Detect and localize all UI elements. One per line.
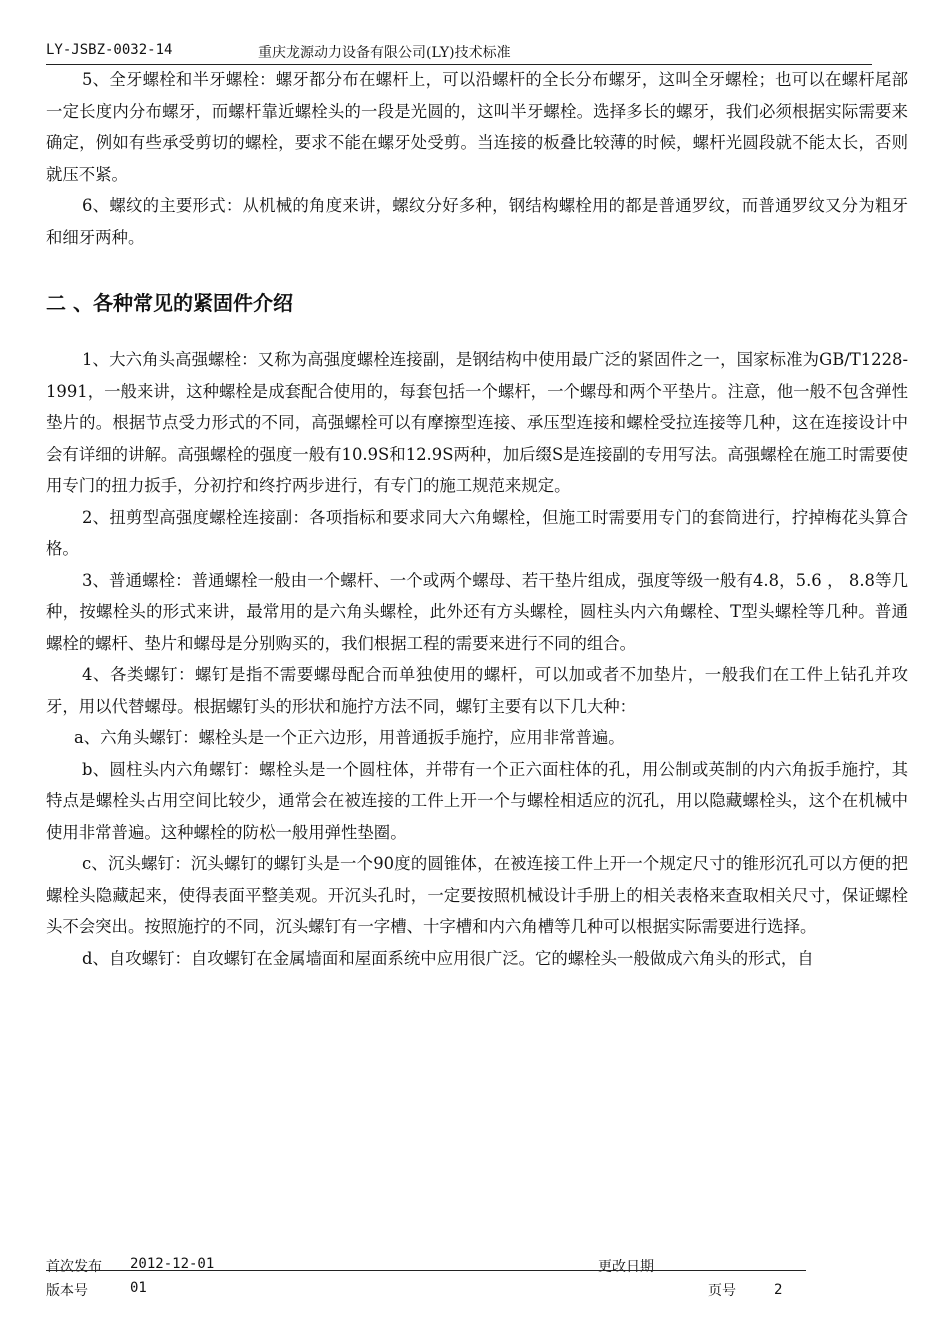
company-title: 重庆龙源动力设备有限公司(LY)技术标准 [258,45,511,61]
paragraph-countersunk-screw: c、沉头螺钉：沉头螺钉的螺钉头是一个90度的圆锥体，在被连接工件上开一个规定尺寸的锥形沉孔可以方便的把螺栓头隐藏起来，使得表面平整美观。开沉头孔时，一定要按照机械设计手册上的相关表格来查取相关尺寸，保证螺栓头不会突出。按照施拧的不同，沉头螺钉有一字槽、十字槽和内六角槽等几种可以根据实际需要进行选择。 [46,854,908,936]
document-body [46,64,908,974]
page-header [46,38,872,65]
change-date-label: 更改日期 [598,1259,654,1275]
first-issue-label: 首次发布 [46,1259,102,1275]
page-number: 2 [774,1282,783,1298]
paragraph-screws: 4、各类螺钉：螺钉是指不需要螺母配合而单独使用的螺杆，可以加或者不加垫片，一般我们在工件上钻孔并攻牙，用以代替螺母。根据螺钉头的形状和施拧方法不同，螺钉主要有以下几大种： [46,665,908,716]
paragraph-socket-head-screw: b、圆柱头内六角螺钉：螺栓头是一个圆柱体，并带有一个正六面柱体的孔，用公制或英制的内六角扳手施拧，其特点是螺栓头占用空间比较少，通常会在被连接的工件上开一个与螺栓相适应的沉孔，用以隐藏螺栓头，这个在机械中使用非常普遍。这种螺栓的防松一般用弹性垫圈。 [46,759,908,842]
paragraph-hex-screw: a、六角头螺钉：螺栓头是一个正六边形，用普通扳手施拧，应用非常普遍。 [74,728,625,747]
paragraph-thread-forms: 6、螺纹的主要形式：从机械的角度来讲，螺纹分好多种，钢结构螺栓用的都是普通罗纹，而普通罗纹又分为粗牙和细牙两种。 [46,196,908,247]
paragraph-self-tapping-screw: d、自攻螺钉：自攻螺钉在金属墙面和屋面系统中应用很广泛。它的螺栓头一般做成六角头的形式，自 [82,948,814,968]
footer-rule [46,1270,806,1271]
version-label: 版本号 [46,1283,88,1299]
first-issue-date: 2012-12-01 [130,1256,215,1272]
section-heading: 二 、各种常见的紧固件介绍 [46,291,293,315]
paragraph-ordinary-bolt: 3、普通螺栓：普通螺栓一般由一个螺杆、一个或两个螺母、若干垫片组成，强度等级一般有4.8，5.6 ， 8.8等几种，按螺栓头的形式来讲，最常用的是六角头螺栓，此外还有方头螺栓，圆柱头内六角螺栓、T型头螺栓等几种。普通螺栓的螺杆、垫片和螺母是分别购买的，我们根据工程的需要来进行不同的组合。 [46,570,908,653]
version-value: 01 [130,1280,147,1296]
paragraph-full-half-thread: 5、全牙螺栓和半牙螺栓：螺牙都分布在螺杆上，可以沿螺杆的全长分布螺牙，这叫全牙螺栓；也可以在螺杆尾部一定长度内分布螺牙，而螺杆靠近螺栓头的一段是光圆的，这叫半牙螺栓。选择多长的螺牙，我们必须根据实际需要来确定，例如有些承受剪切的螺栓，要求不能在螺牙处受剪。当连接的板叠比较薄的时候，螺杆光圆段就不能太长，否则就压不紧。 [46,70,908,184]
page-label: 页号 [708,1283,736,1299]
paragraph-torshear-bolt: 2、扭剪型高强度螺栓连接副：各项指标和要求同大六角螺栓，但施工时需要用专门的套筒进行，拧掉梅花头算合格。 [46,507,908,558]
doc-code: LY-JSBZ-0032-14 [46,42,173,58]
paragraph-hex-high-strength-bolt: 1、大六角头高强螺栓：又称为高强度螺栓连接副，是钢结构中使用最广泛的紧固件之一，国家标准为GB/T1228-1991，一般来讲，这种螺栓是成套配合使用的，每套包括一个螺杆，一个螺母和两个平垫片。注意，他一般不包含弹性垫片的。根据节点受力形式的不同，高强螺栓可以有摩擦型连接、承压型连接和螺栓受拉连接等几种，这在连接设计中会有详细的讲解。高强螺栓的强度一般有10.9S和12.9S两种，加后缀S是连接副的专用写法。高强螺栓在施工时需要使用专门的扭力扳手，分初拧和终拧两步进行，有专门的施工规范来规定。 [46,350,908,495]
